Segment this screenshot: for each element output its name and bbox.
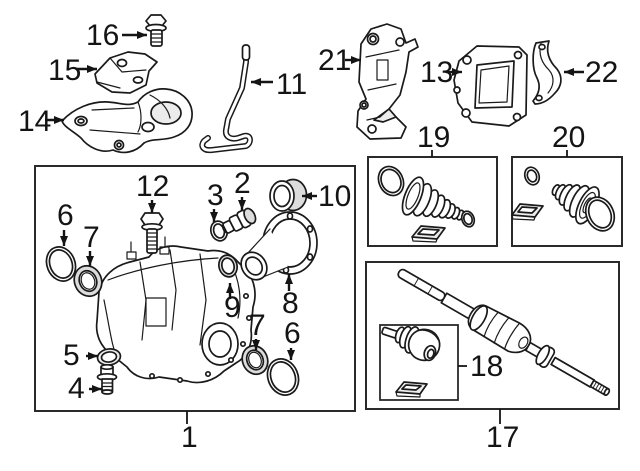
callout-6-left[interactable]: 6: [57, 199, 74, 232]
part-boot-kit-20: [512, 165, 620, 235]
callout-4[interactable]: 4: [68, 372, 85, 405]
callout-14[interactable]: 14: [18, 105, 52, 138]
callout-7-right[interactable]: 7: [249, 309, 266, 342]
callout-6-right[interactable]: 6: [284, 317, 301, 350]
callout-20[interactable]: 20: [552, 121, 586, 154]
callout-12[interactable]: 12: [136, 170, 170, 203]
callout-7-left[interactable]: 7: [83, 221, 100, 254]
callout-1[interactable]: 1: [181, 421, 198, 454]
part-cap-10: [270, 180, 307, 212]
part-tube-11: [202, 45, 250, 150]
callout-3[interactable]: 3: [207, 179, 224, 212]
callout-18[interactable]: 18: [470, 350, 504, 383]
callout-2[interactable]: 2: [234, 167, 251, 200]
callout-13[interactable]: 13: [420, 56, 454, 89]
callout-10[interactable]: 10: [318, 180, 352, 213]
part-support-bracket-13: [454, 46, 527, 126]
callout-22[interactable]: 22: [585, 56, 619, 89]
part-support-bracket-14: [62, 89, 192, 153]
callout-16[interactable]: 16: [86, 19, 120, 52]
callout-5[interactable]: 5: [63, 339, 80, 372]
part-strap-bracket-22: [533, 41, 561, 104]
part-bracket-plate-15: [95, 52, 157, 93]
callout-17[interactable]: 17: [486, 421, 520, 454]
callout-21[interactable]: 21: [318, 44, 352, 77]
part-mount-bracket-21: [357, 24, 418, 139]
part-plug-2: [220, 206, 258, 237]
callout-15[interactable]: 15: [48, 54, 82, 87]
callout-9[interactable]: 9: [224, 291, 241, 324]
callout-19[interactable]: 19: [417, 121, 451, 154]
part-cv-joint-18: [377, 317, 443, 397]
part-gasket-5: [96, 347, 121, 366]
part-boot-kit-19: [374, 162, 477, 242]
callout-11[interactable]: 11: [276, 68, 308, 101]
callout-8[interactable]: 8: [282, 287, 299, 320]
part-bolt-16: [146, 15, 166, 46]
